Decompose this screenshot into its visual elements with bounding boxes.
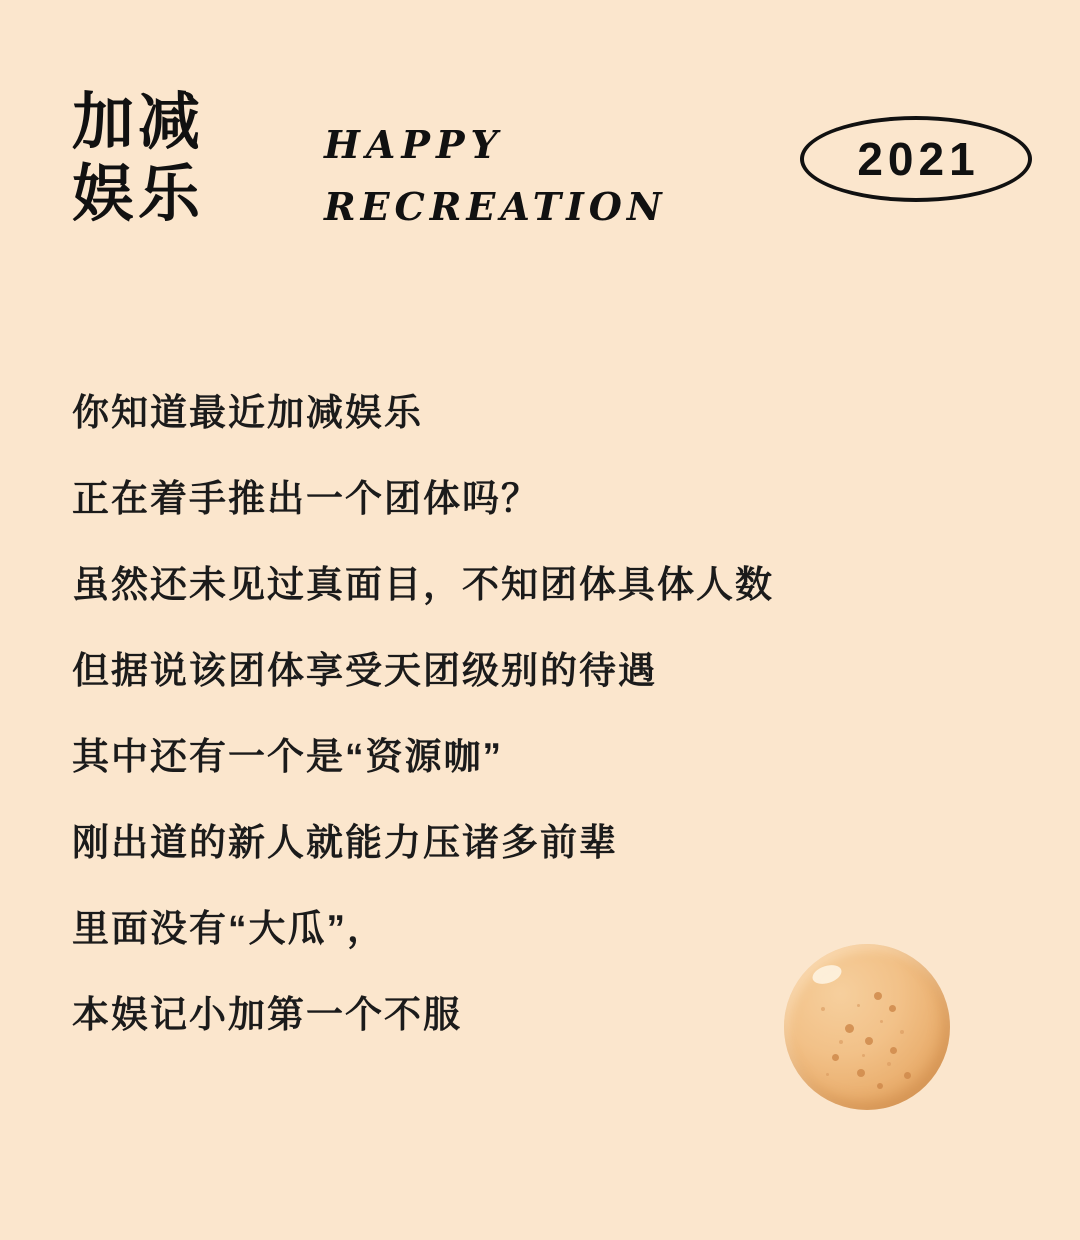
cookie-dot	[857, 1069, 865, 1077]
cookie-dot	[874, 992, 882, 1000]
cookie-icon	[784, 944, 950, 1110]
title-cn-line2: 娱乐	[72, 160, 205, 229]
body-line-8: 本娱记小加第一个不服	[72, 994, 462, 1035]
cookie-dot	[904, 1072, 911, 1079]
title-en-line1: HAPPY	[324, 122, 504, 167]
year-badge	[800, 116, 1032, 202]
cookie-speck	[887, 1062, 891, 1066]
cookie-speck	[862, 1054, 865, 1057]
title-cn-line1: 加减	[72, 88, 205, 157]
cookie-speck	[857, 1004, 860, 1007]
poster-header	[72, 88, 1032, 278]
body-line-7: 里面没有“大瓜”，	[72, 908, 386, 949]
year-badge-label: 2021	[857, 133, 980, 185]
cookie-edge-texture	[784, 944, 950, 1110]
title-en-line2: RECREATION	[324, 184, 667, 229]
cookie-body	[784, 944, 950, 1110]
cookie-dot	[889, 1005, 896, 1012]
title-block	[72, 88, 204, 230]
body-line-6: 刚出道的新人就能力压诸多前辈	[72, 822, 618, 863]
cookie-dot	[832, 1054, 839, 1061]
title-en-block	[324, 114, 667, 238]
body-line-4: 但据说该团体享受天团级别的待遇	[72, 650, 657, 691]
body-line-2: 正在着手推出一个团体吗？	[72, 478, 540, 519]
body-copy	[72, 392, 972, 1036]
body-line-5: 其中还有一个是“资源咖”	[72, 736, 503, 777]
body-line-1: 你知道最近加减娱乐	[72, 392, 423, 433]
body-line-3: 虽然还未见过真面目，不知团体具体人数	[72, 564, 774, 605]
cookie-speck	[821, 1007, 825, 1011]
